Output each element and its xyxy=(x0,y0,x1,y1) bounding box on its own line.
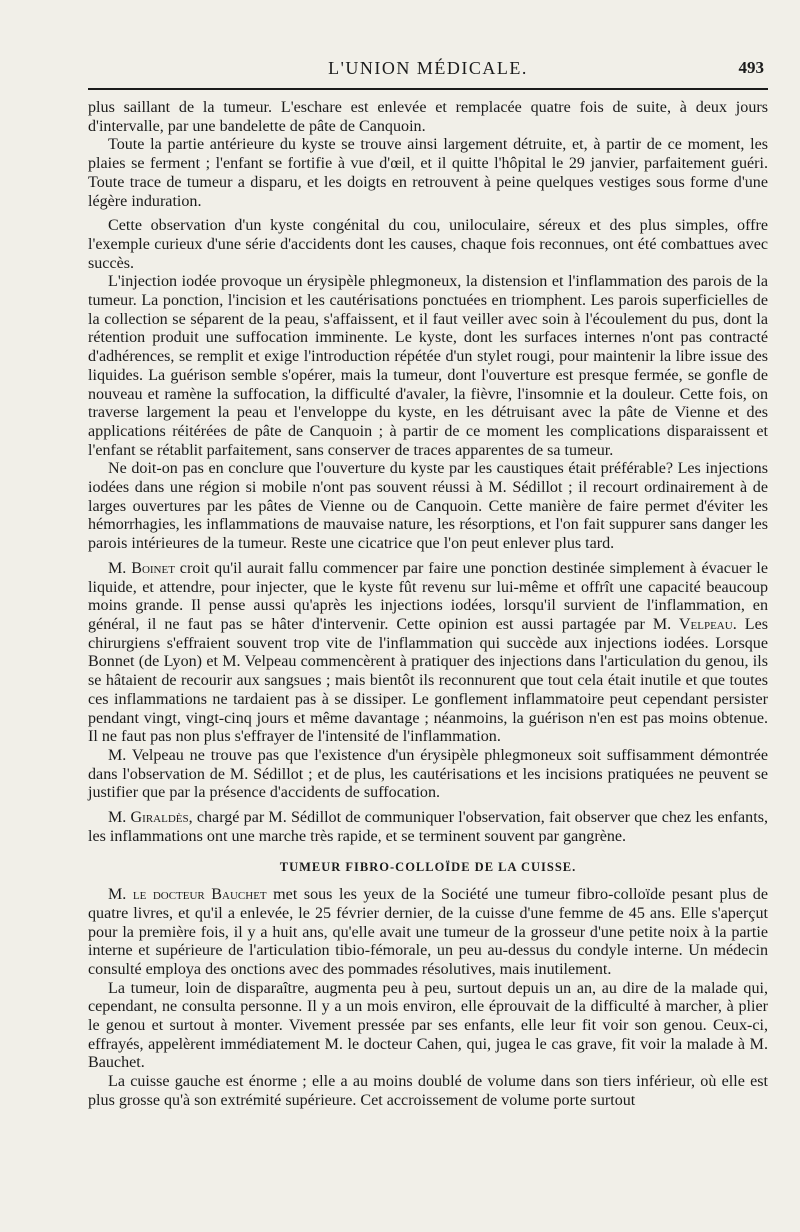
paragraph: Toute la partie antérieure du kyste se trouve ainsi largement détruite, et, à partir de ce moment, les plaies se ferment ; l'enfant se fortifie à vue d'œil, et il quitte l'hôpital le 29 janvier, parfaitement guéri. Toute trace de tumeur a disparu, et les doigts en retrouvent à peine quelques vestiges sous forme d'une légère induration. xyxy=(88,136,768,210)
page-header xyxy=(88,56,768,86)
paragraph-text: . Les chirurgiens s'effraient souvent trop vite de l'inflammation qui succède aux injections iodées. Lorsque Bonnet (de Lyon) et M. Velpeau commencèrent à pratiquer des injections dans l'articulation du genou, ils se hâtaient de recourir aux sangsues ; mais bientôt ils reconnurent que tout cela était inutile et que toutes ces inflammations ne tardaient pas à se dissiper. Le gonflement inflammatoire peut cependant persister pendant vingt, vingt-cinq jours et même davantage ; néanmoins, la guérison n'en est pas moins obtenue. Il ne faut pas non plus s'effrayer de l'intensité de l'inflammation. xyxy=(88,615,768,746)
paragraph xyxy=(88,809,768,846)
paragraph: M. Velpeau ne trouve pas que l'existence d'un érysipèle phlegmoneux soit suffisamment démontrée dans l'observation de M. Sédillot ; et de plus, les cautérisations et les incisions pratiquées ne peuvent se justifier que par la présence d'accidents de suffocation. xyxy=(88,746,768,802)
speaker-name: M. Boinet xyxy=(108,559,175,577)
paragraph xyxy=(88,886,768,980)
paragraph: La tumeur, loin de disparaître, augmenta peu à peu, surtout depuis un an, au dire de la malade qui, cependant, ne consulta personne. Il y a un mois environ, elle éprouvait de la difficulté à marcher, à plier le genou et surtout à monter. Vivement pressée par ses enfants, elle leur fit voir son genou. Ceux-ci, effrayés, appelèrent immédiatement M. le docteur Cahen, qui, jugea le cas grave, fit voir la malade à M. Bauchet. xyxy=(88,979,768,1072)
paragraph: La cuisse gauche est énorme ; elle a au moins doublé de volume dans son tiers inférieur, où elle est plus grosse qu'à son extrémité supérieure. Cet accroissement de volume porte surtout xyxy=(88,1073,768,1109)
paragraph: plus saillant de la tumeur. L'eschare est enlevée et remplacée quatre fois de suite, à deux jours d'intervalle, par une bandelette de pâte de Canquoin. xyxy=(88,99,768,135)
running-title: L'UNION MÉDICALE. xyxy=(328,58,528,78)
paragraph: Cette observation d'un kyste congénital du cou, uniloculaire, séreux et des plus simples, offre l'exemple curieux d'une série d'accidents dont les causes, chaque fois reconnues, ont été combattues avec succès. xyxy=(88,217,768,272)
paragraph: Ne doit-on pas en conclure que l'ouverture du kyste par les caustiques était préférable? Les injections iodées dans une région si mobile n'ont pas souvent réussi à M. Sédillot ; il recourt ordinairement à de larges ouvertures par les pâtes de Vienne ou de Canquoin. Cette manière de faire permet d'éviter les hémorrhagies, les inflammations de mauvaise nature, les résorptions, et l'on fait suppurer sans danger les parois intérieures de la tumeur. Reste une cicatrice que l'on peut enlever plus tard. xyxy=(88,460,768,553)
article-body xyxy=(88,99,768,1111)
paragraph-text: met sous les yeux de la Société une tumeur fibro-colloïde pesant plus de quatre livres, et qu'il a enlevée, le 25 février dernier, de la cuisse d'une femme de 45 ans. Elle s'aperçut pour la première fois, il y a huit ans, qu'elle avait une tumeur de la grosseur d'une petite noix à la partie interne et supérieure de l'articulation tibio-fémorale, un peu au-dessus du condyle interne. Un médecin consulté employa des onctions avec des pommades résolutives, mais inutilement. xyxy=(88,886,768,978)
speaker-name: M. le docteur Bauchet xyxy=(108,886,267,904)
paragraph-text: , chargé par M. Sédillot de communiquer l'observation, fait observer que chez les enfants, les inflammations ont une marche très rapide, et se terminent souvent par gangrène. xyxy=(88,809,768,845)
speaker-name: M. Velpeau xyxy=(652,615,733,633)
paragraph xyxy=(88,560,768,747)
page-number: 493 xyxy=(738,58,764,77)
section-title: TUMEUR FIBRO-COLLOÏDE DE LA CUISSE. xyxy=(279,860,577,875)
speaker-name: M. Giraldès xyxy=(108,809,189,827)
header-rule xyxy=(88,88,768,90)
paragraph: L'injection iodée provoque un érysipèle phlegmoneux, la distension et l'inflammation des parois de la tumeur. La ponction, l'incision et les cautérisations ponctuées en triomphent. Les parois superficielles de la collection se séparent de la peau, s'affaissent, et il faut veiller avec soin à l'écoulement du pus, dont la rétention produit une suffocation imminente. Le kyste, dont les surfaces internes n'ont pas contracté d'adhérences, se remplit et exige l'introduction répétée d'un stylet rougi, pour maintenir la libre issue des liquides. La guérison semble s'opérer, mais la tumeur, dont l'ouverture est presque fermée, se gonfle de nouveau et ramène la suffocation, la difficulté d'avaler, la fièvre, l'insomnie et la douleur. Cette fois, on traverse largement la peau et l'enveloppe du kyste, en les détruisant avec la pâte de Vienne et des applications réitérées de pâte de Canquoin ; à partir de ce moment les complications disparaissent et l'enfant se rétablit parfaitement, sans conserver de traces apparentes de sa tumeur. xyxy=(88,273,768,459)
paragraph-text: croit qu'il aurait fallu commencer par faire une ponction destinée simplement à évacuer le liquide, et attendre, pour injecter, que le kyste fût revenu sur lui-même et offrît une capacité beaucoup moins grande. Il pense aussi qu'après les injections iodées, lorsqu'il survient de l'inflammation, en général, il ne faut pas se hâter d'intervenir. Cette opinion est aussi partagée par xyxy=(88,559,768,633)
